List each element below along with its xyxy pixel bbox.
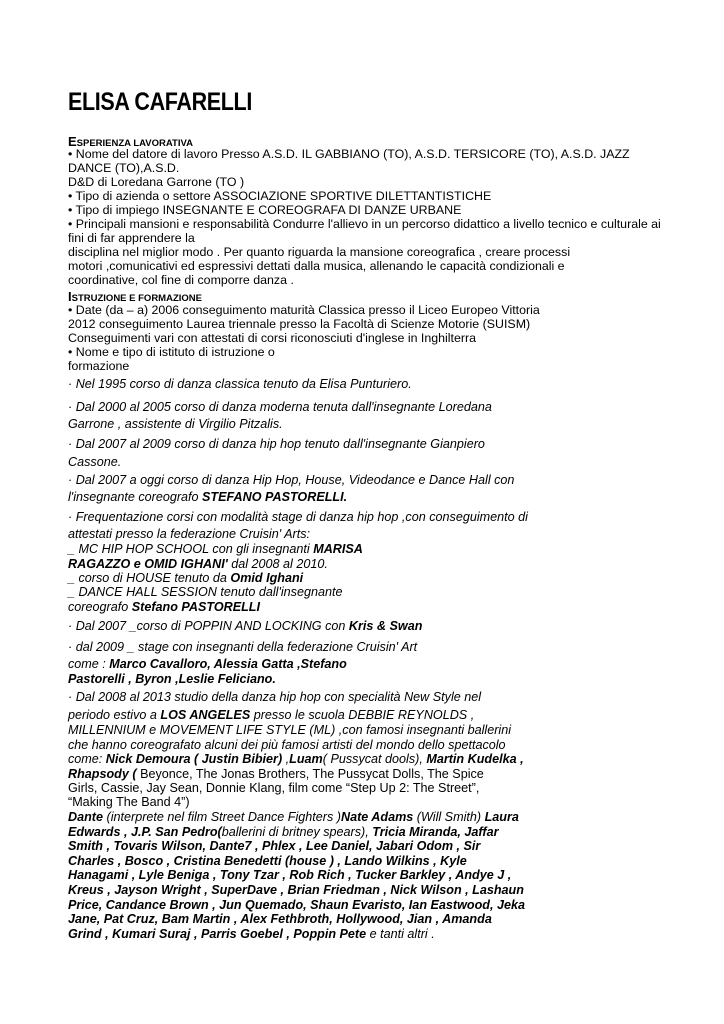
course-item-8-cont-4: come: Nick Demoura ( Justin Bibier) ,Luam( Pussycat dools), Martin Kudelka ,: [68, 752, 524, 766]
course-item-2: · Dal 2000 al 2005 corso di danza moderna tenuta dall'insegnante Loredana: [68, 400, 492, 414]
course-item-7-cont: come : Marco Cavalloro, Alessia Gatta ,Stefano: [68, 657, 347, 671]
course-item-5: · Frequentazione corsi con modalità stage di danza hip hop ,con conseguimento di: [68, 510, 528, 524]
course-item-8: · Dal 2008 al 2013 studio della danza hip hop con specialità New Style nel: [68, 690, 482, 704]
course-item-5-sub-2: _ corso di HOUSE tenuto da Omid Ighani: [68, 571, 304, 585]
teachers-line-6: Kreus , Jayson Wright , SuperDave , Brian Friedman , Nick Wilson , Lashaun: [68, 883, 524, 897]
course-item-3: · Dal 2007 al 2009 corso di danza hip hop tenuto dall'insegnante Gianpiero: [68, 437, 485, 451]
exp-line-8: disciplina nel miglior modo . Per quanto riguarda la mansione coreografica , creare processi: [68, 245, 571, 259]
course-item-5-sub-1: _ MC HIP HOP SCHOOL con gli insegnanti MARISA: [68, 542, 363, 556]
edu-line-5: formazione: [68, 359, 130, 373]
exp-line-2: DANCE (TO),A.S.D.: [68, 161, 180, 175]
person-name: ELISA CAFARELLI: [68, 88, 252, 116]
exp-line-4: • Tipo di azienda o settore ASSOCIAZIONE SPORTIVE DILETTANTISTICHE: [68, 189, 492, 203]
exp-line-1: • Nome del datore di lavoro Presso A.S.D. IL GABBIANO (TO), A.S.D. TERSICORE (TO), A.S.D. JAZZ: [68, 147, 630, 161]
exp-line-10: coordinative, col fine di comporre danza .: [68, 273, 294, 287]
exp-line-6: • Principali mansioni e responsabilità Condurre l'allievo in un percorso didattico a livello tecnico e culturale ai: [68, 217, 661, 231]
course-item-5-cont: attestati presso la federazione Cruisin' Arts:: [68, 527, 311, 541]
exp-line-5: • Tipo di impiego INSEGNANTE E COREOGRAFA DI DANZE URBANE: [68, 203, 462, 217]
edu-line-3: Conseguimenti vari con attestati di corsi riconosciuti d'inglese in Inghilterra: [68, 331, 477, 345]
course-item-8-cont-2: MILLENNIUM e MOVEMENT LIFE STYLE (ML) ,con famosi insegnanti ballerini: [68, 723, 512, 737]
course-item-5-sub-3: _ DANCE HALL SESSION tenuto dall'insegnante: [68, 585, 343, 599]
teachers-line-4: Charles , Bosco , Cristina Benedetti (house ) , Lando Wilkins , Kyle: [68, 854, 467, 868]
course-item-6: · Dal 2007 _corso di POPPIN AND LOCKING con Kris & Swan: [68, 619, 423, 633]
teachers-line-7: Price, Candance Brown , Jun Quemado, Shaun Evaristo, Ian Eastwood, Jeka: [68, 898, 525, 912]
teachers-line-3: Smith , Tovaris Wilson, Dante7 , Phlex , Lee Daniel, Jabari Odom , Sir: [68, 839, 481, 853]
course-item-4: · Dal 2007 a oggi corso di danza Hip Hop, House, Videodance e Dance Hall con: [68, 473, 515, 487]
course-item-5-sub-3-cont: coreografo Stefano PASTORELLI: [68, 600, 260, 614]
course-item-1: · Nel 1995 corso di danza classica tenuto da Elisa Punturiero.: [68, 377, 412, 391]
course-item-8-cont-3: che hanno coreografato alcuni dei più famosi artisti del mondo dello spettacolo: [68, 738, 506, 752]
course-item-8-cont-5: Rhapsody ( Beyonce, The Jonas Brothers, The Pussycat Dolls, The Spice: [68, 767, 484, 781]
course-item-4-cont: l'insegnante coreografo STEFANO PASTORELLI.: [68, 490, 348, 504]
teachers-line-5: Hanagami , Lyle Beniga , Tony Tzar , Rob Rich , Tucker Barkley , Andye J ,: [68, 868, 512, 882]
teachers-line-8: Jane, Pat Cruz, Bam Martin , Alex Fethbroth, Hollywood, Jian , Amanda: [68, 912, 492, 926]
exp-line-7: fini di far apprendere la: [68, 231, 195, 245]
edu-line-1: • Date (da – a) 2006 conseguimento maturità Classica presso il Liceo Europeo Vittoria: [68, 303, 540, 317]
course-item-8-cont-6: Girls, Cassie, Jay Sean, Donnie Klang, film come “Step Up 2: The Street”,: [68, 781, 480, 795]
teachers-line-1: Dante (interprete nel film Street Dance Fighters )Nate Adams (Will Smith) Laura: [68, 810, 519, 824]
section-heading-experience: ESPERIENZA LAVORATIVA: [68, 134, 193, 149]
course-item-7-cont-2: Pastorelli , Byron ,Leslie Feliciano.: [68, 672, 276, 686]
exp-line-3: D&D di Loredana Garrone (TO ): [68, 175, 245, 189]
exp-line-9: motori ,comunicativi ed espressivi dettati dalla musica, allenando le capacità condizionali e: [68, 259, 565, 273]
edu-line-2: 2012 conseguimento Laurea triennale presso la Facoltà di Scienze Motorie (SUISM): [68, 317, 531, 331]
edu-line-4: • Nome e tipo di istituto di istruzione o: [68, 345, 275, 359]
teachers-line-2: Edwards , J.P. San Pedro(ballerini di britney spears), Tricia Miranda, Jaffar: [68, 825, 499, 839]
course-item-5-sub-1-cont: RAGAZZO e OMID IGHANI' dal 2008 al 2010.: [68, 557, 328, 571]
teachers-line-9: Grind , Kumari Suraj , Parris Goebel , Poppin Pete e tanti altri .: [68, 927, 435, 941]
section-heading-education: ISTRUZIONE E FORMAZIONE: [68, 289, 202, 304]
course-item-7: · dal 2009 _ stage con insegnanti della federazione Cruisin' Art: [68, 640, 418, 654]
course-item-2-cont: Garrone , assistente di Virgilio Pitzalis.: [68, 417, 283, 431]
course-item-8-cont-1: periodo estivo a LOS ANGELES presso le scuola DEBBIE REYNOLDS ,: [68, 708, 475, 722]
course-item-8-cont-7: “Making The Band 4”): [68, 795, 190, 809]
course-item-3-cont: Cassone.: [68, 455, 122, 469]
